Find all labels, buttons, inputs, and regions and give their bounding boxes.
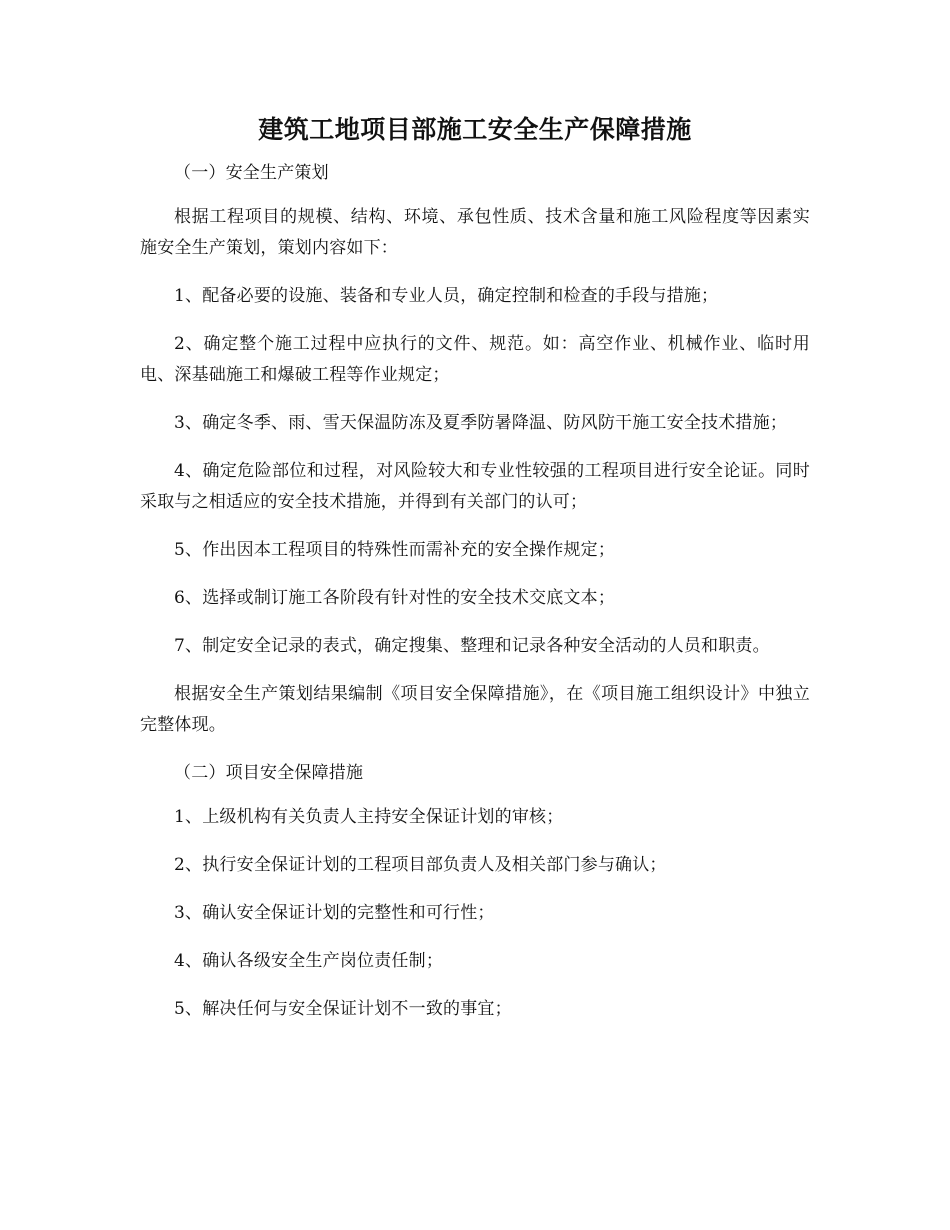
section-heading-2: （二）项目安全保障措施 bbox=[174, 763, 364, 783]
document-title: 建筑工地项目部施工安全生产保障措施 bbox=[258, 115, 692, 144]
list-item-4: 4、确定危险部位和过程，对风险较大和专业性较强的工程项目进行安全论证。同时采取与之相适应的安全技术措施，并得到有关部门的认可； bbox=[140, 461, 810, 512]
list-item-12: 5、解决任何与安全保证计划不一致的事宜； bbox=[174, 999, 512, 1019]
section-heading-1: （一）安全生产策划 bbox=[174, 163, 329, 183]
list-item-11: 4、确认各级安全生产岗位责任制； bbox=[174, 951, 444, 971]
document-body bbox=[140, 158, 810, 1042]
list-item-2: 2、确定整个施工过程中应执行的文件、规范。如：高空作业、机械作业、临时用电、深基础施工和爆破工程等作业规定； bbox=[140, 334, 810, 385]
list-item-1: 1、配备必要的设施、装备和专业人员，确定控制和检查的手段与措施； bbox=[174, 286, 719, 306]
paragraph-summary: 根据安全生产策划结果编制《项目安全保障措施》，在《项目施工组织设计》中独立完整体现。 bbox=[140, 684, 810, 735]
list-item-6: 6、选择或制订施工各阶段有针对性的安全技术交底文本； bbox=[174, 588, 616, 608]
list-item-10: 3、确认安全保证计划的完整性和可行性； bbox=[174, 903, 495, 923]
list-item-3: 3、确定冬季、雨、雪天保温防冻及夏季防暑降温、防风防干施工安全技术措施； bbox=[174, 413, 788, 433]
paragraph-intro: 根据工程项目的规模、结构、环境、承包性质、技术含量和施工风险程度等因素实施安全生产策划，策划内容如下： bbox=[140, 207, 810, 258]
list-item-5: 5、作出因本工程项目的特殊性而需补充的安全操作规定； bbox=[174, 540, 616, 560]
list-item-9: 2、执行安全保证计划的工程项目部负责人及相关部门参与确认； bbox=[174, 855, 667, 875]
list-item-8: 1、上级机构有关负责人主持安全保证计划的审核； bbox=[174, 807, 564, 827]
list-item-7: 7、制定安全记录的表式，确定搜集、整理和记录各种安全活动的人员和职责。 bbox=[174, 636, 770, 656]
